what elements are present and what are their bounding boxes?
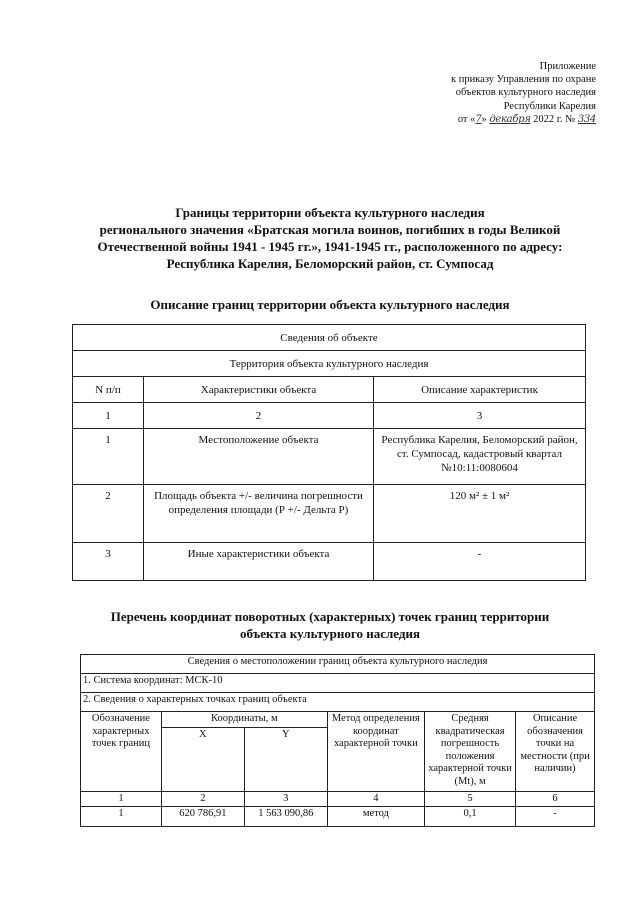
col-point-description: Описание обозначения точки на местности (при наличии): [516, 712, 595, 792]
point-description: -: [516, 807, 595, 827]
col-method: Метод определения координат характерной точки: [327, 712, 424, 792]
row-number: 2: [73, 485, 144, 543]
col-error: Средняя квадратическая погрешность положения характерной точки (Mt), м: [424, 712, 515, 792]
col-coordinates: Координаты, м: [161, 712, 327, 728]
title-line: Отечественной войны 1941 - 1945 гг.», 1941-1945 гг., расположенного по адресу:: [97, 239, 563, 254]
point-x: 620 786,91: [161, 807, 244, 827]
date-quote: »: [481, 113, 490, 125]
handwritten-day: 7: [475, 113, 482, 125]
heading-line: Перечень координат поворотных (характерных) точек границ территории: [110, 609, 550, 624]
date-year-text: 2022 г. №: [530, 113, 578, 125]
col-x: X: [161, 727, 244, 791]
appendix-line: Приложение: [539, 61, 596, 72]
points-info-cell: 2. Сведения о характерных точках границ объекта: [81, 693, 595, 712]
point-designation: 1: [81, 807, 162, 827]
date-prefix: от «: [457, 113, 476, 125]
title-line: Республика Карелия, Беломорский район, ст. Сумпосад: [166, 256, 494, 271]
appendix-line: объектов культурного наследия: [455, 87, 596, 99]
point-method: метод: [327, 807, 424, 827]
heading-line: объекта культурного наследия: [240, 626, 420, 641]
column-number: 1: [81, 791, 162, 807]
coords-header-cell: Сведения о местоположении границ объекта культурного наследия: [81, 655, 595, 674]
column-header-characteristics: Характеристики объекта: [144, 377, 374, 403]
column-number: 3: [244, 791, 327, 807]
info-header-cell: Сведения об объекте: [73, 325, 586, 351]
column-number: 2: [144, 403, 374, 429]
appendix-date-line: [451, 113, 596, 126]
section2-heading: [60, 608, 600, 642]
column-header-n: N п/п: [73, 377, 144, 403]
row-description: Республика Карелия, Беломорский район, ст. Сумпосад, кадастровый квартал №10:11:0080604: [374, 429, 586, 485]
point-error: 0,1: [424, 807, 515, 827]
col-y: Y: [244, 727, 327, 791]
row-characteristic: Местоположение объекта: [144, 429, 374, 485]
appendix-block: [451, 60, 596, 126]
handwritten-month: декабря: [489, 113, 531, 125]
row-characteristic: Иные характеристики объекта: [144, 543, 374, 581]
title-line: Границы территории объекта культурного наследия: [175, 205, 485, 220]
section1-heading: Описание границ территории объекта культурного наследия: [150, 297, 510, 312]
column-number: 2: [161, 791, 244, 807]
appendix-line: к приказу Управления по охране: [451, 74, 596, 86]
territory-header-cell: Территория объекта культурного наследия: [73, 351, 586, 377]
column-number: 4: [327, 791, 424, 807]
row-description: 120 м² ± 1 м²: [374, 485, 586, 543]
row-characteristic: Площадь объекта +/- величина погрешности определения площади (Р +/- Дельта Р): [144, 485, 374, 543]
row-number: 3: [73, 543, 144, 581]
column-number: 3: [374, 403, 586, 429]
row-description: -: [374, 543, 586, 581]
title-line: регионального значения «Братская могила воинов, погибших в годы Великой: [99, 222, 561, 237]
column-number: 6: [516, 791, 595, 807]
column-number: 1: [73, 403, 144, 429]
coordinates-table: [80, 654, 595, 827]
boundaries-description-table: [72, 324, 586, 581]
column-number: 5: [424, 791, 515, 807]
column-header-description: Описание характеристик: [374, 377, 586, 403]
handwritten-number: 334: [577, 113, 596, 125]
document-title: [60, 204, 600, 272]
row-number: 1: [73, 429, 144, 485]
col-designation: Обозначение характерных точек границ: [81, 712, 162, 792]
point-y: 1 563 090,86: [244, 807, 327, 827]
appendix-line: Республики Карелия: [503, 100, 596, 112]
coord-system-cell: 1. Система координат: МСК-10: [81, 674, 595, 693]
